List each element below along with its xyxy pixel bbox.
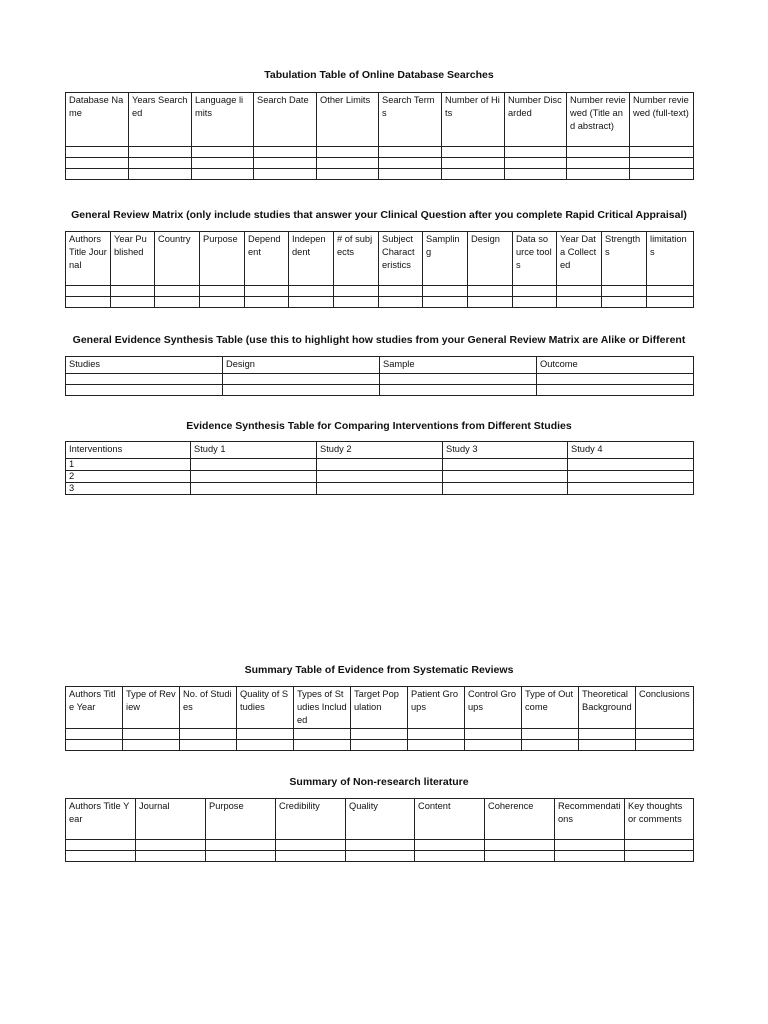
header-cell: Database Name (66, 93, 129, 147)
header-cell: Authors Title Year (66, 687, 123, 729)
table-row (66, 840, 694, 851)
header-cell: Authors Title Journal (66, 232, 111, 286)
header-cell: Search Terms (379, 93, 442, 147)
database-search-table (65, 92, 694, 180)
header-cell: Year Data Collected (557, 232, 602, 286)
header-cell: Recommendations (555, 799, 625, 840)
row-label: 2 (66, 470, 191, 482)
header-cell: Sampling (423, 232, 468, 286)
intervention-comparison-table (65, 441, 694, 495)
row-label: 3 (66, 482, 191, 494)
table-row (66, 384, 694, 395)
table-row (66, 729, 694, 740)
database-search-section (65, 68, 693, 180)
section-title: Summary of Non-research literature (289, 776, 469, 788)
header-cell: Control Groups (465, 687, 522, 729)
header-cell: Theoretical Background (579, 687, 636, 729)
general-review-matrix-table (65, 231, 694, 308)
header-cell: Study 2 (317, 442, 443, 459)
systematic-reviews-table (65, 686, 694, 751)
header-cell: Subject Characteristics (379, 232, 423, 286)
section-title: General Review Matrix (only include studies that answer your Clinical Question after you complete Rapid Critical Appraisal) (71, 209, 687, 221)
header-cell: Number reviewed (full-text) (630, 93, 694, 147)
header-cell: Target Population (351, 687, 408, 729)
table-row (66, 169, 694, 180)
table-row (66, 158, 694, 169)
evidence-synthesis-section (65, 333, 693, 396)
header-cell: Years Searched (129, 93, 192, 147)
table-row (66, 147, 694, 158)
header-cell: Study 3 (443, 442, 568, 459)
header-cell: Dependent (245, 232, 289, 286)
table-row (66, 740, 694, 751)
table-row (66, 297, 694, 308)
section-title: General Evidence Synthesis Table (use this to highlight how studies from your General Review Matrix are Alike or Different (72, 334, 686, 346)
header-cell: Year Published (111, 232, 155, 286)
evidence-synthesis-table (65, 356, 694, 396)
systematic-reviews-section (65, 663, 693, 751)
table-row (66, 373, 694, 384)
header-cell: Authors Title Year (66, 799, 136, 840)
table-row (66, 286, 694, 297)
header-cell: No. of Studies (180, 687, 237, 729)
header-cell: Sample (380, 357, 537, 374)
header-cell: Content (415, 799, 485, 840)
header-cell: Patient Groups (408, 687, 465, 729)
table-row (66, 482, 694, 494)
section-title: Summary Table of Evidence from Systematic Reviews (244, 664, 514, 676)
section-title: Tabulation Table of Online Database Searches (264, 69, 494, 81)
intervention-comparison-section (65, 419, 693, 495)
non-research-literature-section (65, 775, 693, 862)
header-cell: Data source tools (513, 232, 557, 286)
row-label: 1 (66, 458, 191, 470)
table-row (66, 458, 694, 470)
header-cell: Quality (346, 799, 415, 840)
header-cell: Outcome (537, 357, 694, 374)
header-cell: limitations (647, 232, 694, 286)
header-cell: Country (155, 232, 200, 286)
header-cell: Strengths (602, 232, 647, 286)
header-cell: Purpose (200, 232, 245, 286)
header-cell: Design (468, 232, 513, 286)
header-cell: Interventions (66, 442, 191, 459)
header-cell: Studies (66, 357, 223, 374)
section-title: Evidence Synthesis Table for Comparing Interventions from Different Studies (186, 420, 572, 432)
header-cell: # of subjects (334, 232, 379, 286)
header-cell: Journal (136, 799, 206, 840)
table-row (66, 851, 694, 862)
header-cell: Quality of Studies (237, 687, 294, 729)
header-cell: Other Limits (317, 93, 379, 147)
header-cell: Key thoughts or comments (625, 799, 694, 840)
header-cell: Number reviewed (Title and abstract) (567, 93, 630, 147)
header-cell: Number of Hits (442, 93, 505, 147)
header-cell: Study 4 (568, 442, 694, 459)
header-cell: Search Date (254, 93, 317, 147)
non-research-literature-table (65, 798, 694, 862)
header-cell: Design (223, 357, 380, 374)
header-cell: Independent (289, 232, 334, 286)
header-cell: Credibility (276, 799, 346, 840)
header-cell: Type of Outcome (522, 687, 579, 729)
header-cell: Purpose (206, 799, 276, 840)
header-cell: Language limits (192, 93, 254, 147)
general-review-matrix-section (65, 208, 693, 308)
header-cell: Type of Review (123, 687, 180, 729)
header-cell: Types of Studies Included (294, 687, 351, 729)
table-row (66, 470, 694, 482)
header-cell: Number Discarded (505, 93, 567, 147)
header-cell: Coherence (485, 799, 555, 840)
header-cell: Conclusions (636, 687, 694, 729)
header-cell: Study 1 (191, 442, 317, 459)
